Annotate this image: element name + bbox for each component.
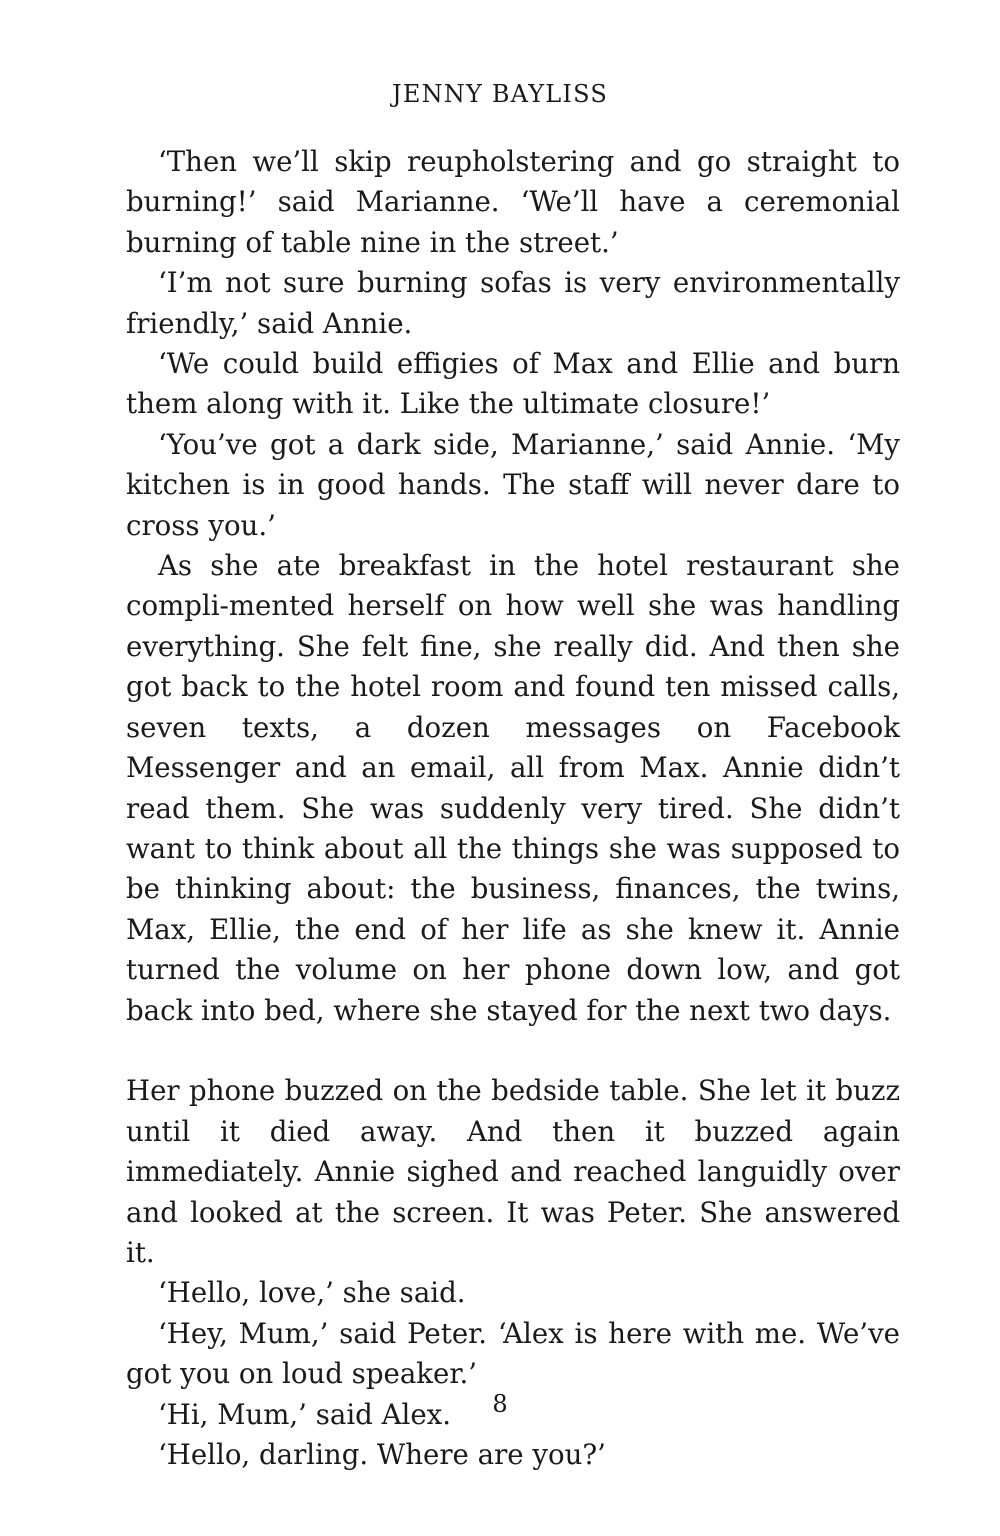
running-head: JENNY BAYLISS xyxy=(392,80,608,108)
paragraph: ‘Then we’ll skip reupholstering and go straight to burning!’ said Marianne. ‘We’ll have a ceremonial burning of table nine in the street.’ xyxy=(126,145,900,259)
paragraph: Her phone buzzed on the bedside table. She let it buzz until it died away. And then it buzzed again immediately. Annie sighed and reached languidly over and looked at the screen. It was Peter. She answered it. xyxy=(126,1074,900,1269)
page-number: 8 xyxy=(492,1390,508,1418)
paragraph: As she ate breakfast in the hotel restaurant she compli-mented herself on how well she was handling everything. She felt fine, she really did. And then she got back to the hotel room and found ten missed calls, seven texts, a dozen messages on Facebook Messenger and an email, all from Max. Annie didn’t read them. She was suddenly very tired. She didn’t want to think about all the things she was supposed to be thinking about: the business, finances, the twins, Max, Ellie, the end of her life as she knew it. Annie turned the volume on her phone down low, and got back into bed, where she stayed for the next two days. xyxy=(126,549,900,1027)
body-text xyxy=(126,142,900,1475)
paragraph: ‘I’m not sure burning sofas is very environmentally friendly,’ said Annie. xyxy=(126,266,900,340)
paragraph: ‘You’ve got a dark side, Marianne,’ said Annie. ‘My kitchen is in good hands. The staff will never dare to cross you.’ xyxy=(126,427,900,542)
paragraph: ‘We could build effigies of Max and Ellie and burn them along with it. Like the ultimate closure!’ xyxy=(126,347,900,421)
section-break xyxy=(126,1031,900,1071)
paragraph: ‘Hello, darling. Where are you?’ xyxy=(158,1437,606,1471)
paragraph: ‘Hello, love,’ she said. xyxy=(158,1276,466,1310)
paragraph: ‘Hi, Mum,’ said Alex. xyxy=(158,1397,451,1431)
paragraph: ‘Hey, Mum,’ said Peter. ‘Alex is here with me. We’ve got you on loud speaker.’ xyxy=(126,1316,900,1391)
